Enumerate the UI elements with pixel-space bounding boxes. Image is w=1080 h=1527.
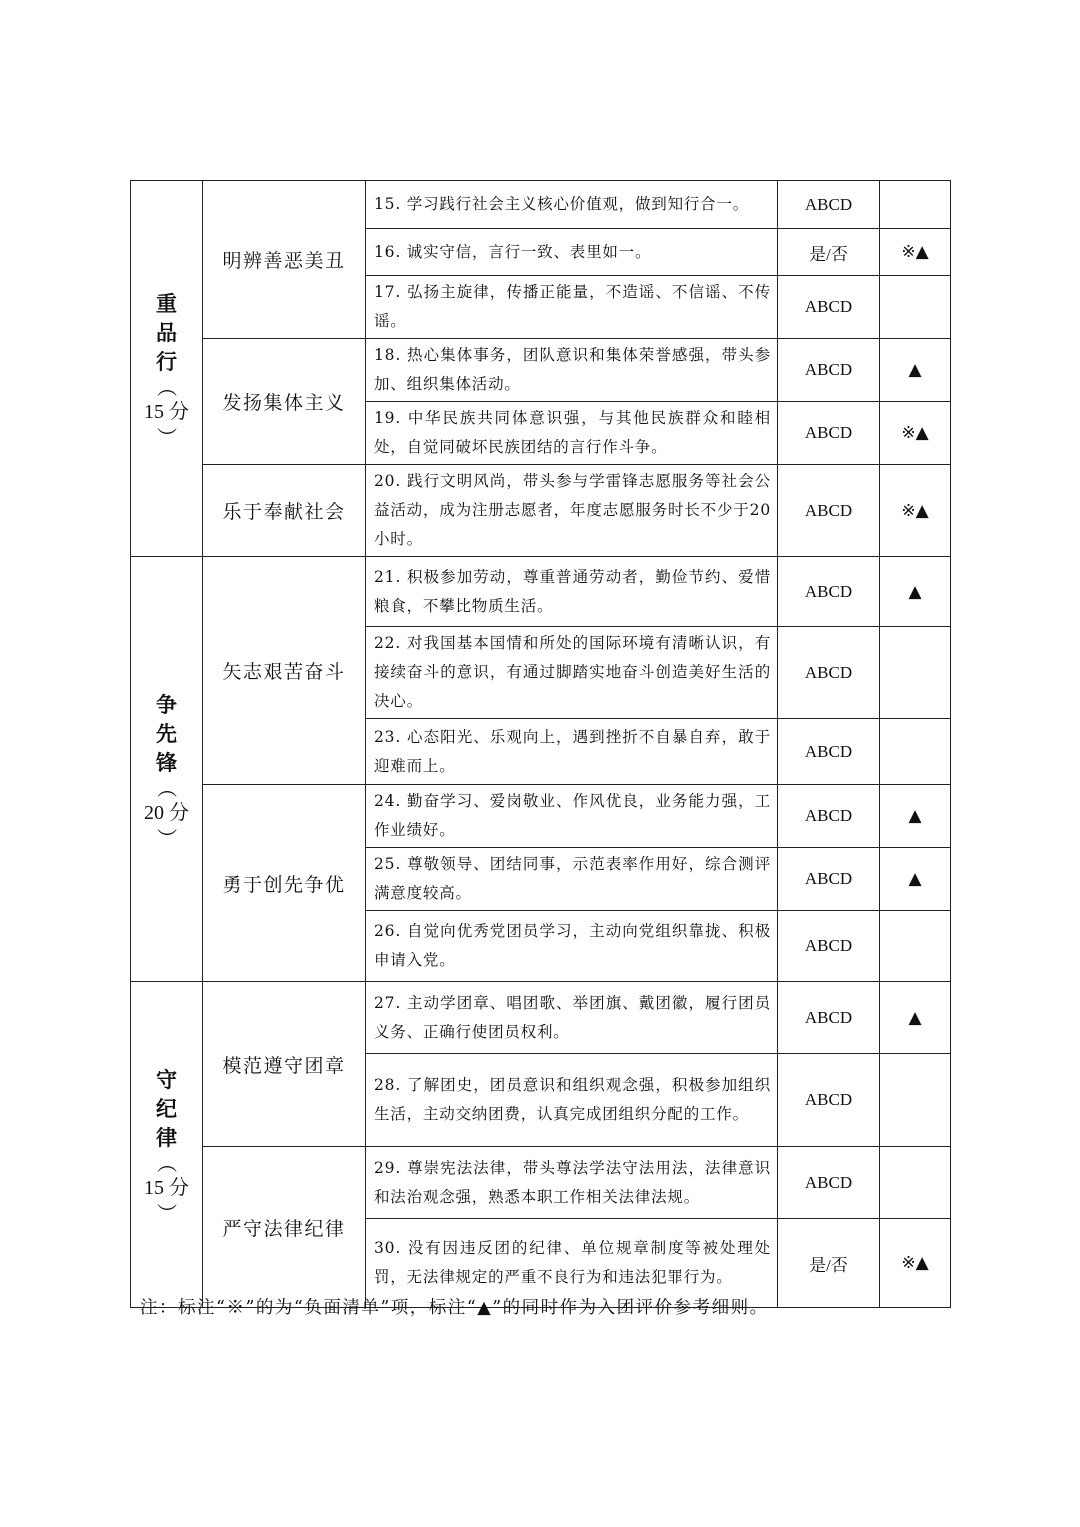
grade-cell: ABCD (778, 627, 880, 719)
item-text: 17. 弘扬主旋律，传播正能量，不造谣、不信谣、不传谣。 (366, 276, 778, 339)
mark-cell: ▲ (880, 339, 951, 402)
subcategory-cell: 模范遵守团章 (203, 982, 366, 1147)
mark-cell (880, 627, 951, 719)
mark-cell: ▲ (880, 785, 951, 848)
item-text: 30. 没有因违反团的纪律、单位规章制度等被处理处罚，无法律规定的严重不良行为和违法犯罪行为。 (366, 1219, 778, 1308)
category-char: 锋 (156, 750, 177, 775)
category-score: 15 分 (144, 1177, 189, 1199)
category-cell (131, 181, 203, 557)
mark-cell: ※▲ (880, 229, 951, 276)
footnote: 注：标注“※”的为“负面清单”项，标注“▲”的同时作为入团评价参考细则。 (140, 1298, 769, 1318)
grade-cell: ABCD (778, 557, 880, 627)
item-text: 23. 心态阳光、乐观向上，遇到挫折不自暴自弃，敢于迎难而上。 (366, 719, 778, 785)
category-paren-close: ） (154, 1203, 179, 1223)
category-paren-open: （ (154, 1153, 179, 1173)
table-row (131, 465, 951, 557)
category-paren-close: ） (154, 827, 179, 848)
table-row (131, 557, 951, 627)
mark-cell: ▲ (880, 982, 951, 1054)
mark-cell (880, 181, 951, 229)
item-text: 29. 尊崇宪法法律，带头尊法学法守法用法，法律意识和法治观念强，熟悉本职工作相关法律法规。 (366, 1147, 778, 1219)
category-paren-open: （ (154, 377, 179, 397)
item-text: 27. 主动学团章、唱团歌、举团旗、戴团徽，履行团员义务、正确行使团员权利。 (366, 982, 778, 1054)
grade-cell: ABCD (778, 402, 880, 465)
category-char: 争 (156, 692, 177, 717)
mark-cell: ▲ (880, 848, 951, 911)
grade-cell: 是/否 (778, 229, 880, 276)
category-char: 律 (156, 1126, 177, 1150)
subcategory-cell: 明辨善恶美丑 (203, 181, 366, 339)
mark-cell: ※▲ (880, 402, 951, 465)
mark-cell (880, 911, 951, 982)
grade-cell: ABCD (778, 1054, 880, 1147)
category-char: 重 (156, 292, 177, 316)
mark-cell (880, 1147, 951, 1219)
evaluation-table (130, 180, 951, 1308)
mark-cell (880, 276, 951, 339)
subcategory-cell: 乐于奉献社会 (203, 465, 366, 557)
item-text: 15. 学习践行社会主义核心价值观，做到知行合一。 (366, 181, 778, 229)
grade-cell: ABCD (778, 465, 880, 557)
grade-cell: ABCD (778, 1147, 880, 1219)
table-row (131, 785, 951, 848)
category-char: 先 (156, 721, 177, 746)
item-text: 24. 勤奋学习、爱岗敬业、作风优良，业务能力强，工作业绩好。 (366, 785, 778, 848)
table-row (131, 181, 951, 229)
category-char: 行 (156, 350, 177, 374)
item-text: 22. 对我国基本国情和所处的国际环境有清晰认识，有接续奋斗的意识，有通过脚踏实地奋斗创造美好生活的决心。 (366, 627, 778, 719)
subcategory-cell: 矢志艰苦奋斗 (203, 557, 366, 785)
category-cell (131, 982, 203, 1308)
subcategory-cell: 发扬集体主义 (203, 339, 366, 465)
subcategory-cell: 严守法律纪律 (203, 1147, 366, 1308)
category-cell (131, 557, 203, 982)
item-text: 20. 践行文明风尚，带头参与学雷锋志愿服务等社会公益活动，成为注册志愿者，年度志愿服务时长不少于20小时。 (366, 465, 778, 557)
mark-cell: ▲ (880, 557, 951, 627)
category-char: 纪 (156, 1097, 177, 1121)
category-score: 15 分 (144, 401, 189, 423)
item-text: 28. 了解团史，团员意识和组织观念强，积极参加组织生活，主动交纳团费，认真完成团组织分配的工作。 (366, 1054, 778, 1147)
grade-cell: ABCD (778, 911, 880, 982)
item-text: 21. 积极参加劳动，尊重普通劳动者，勤俭节约、爱惜粮食，不攀比物质生活。 (366, 557, 778, 627)
item-text: 26. 自觉向优秀党团员学习，主动向党组织靠拢、积极申请入党。 (366, 911, 778, 982)
grade-cell: ABCD (778, 339, 880, 402)
table-row (131, 1147, 951, 1219)
item-text: 19. 中华民族共同体意识强，与其他民族群众和睦相处，自觉同破坏民族团结的言行作斗争。 (366, 402, 778, 465)
table-row (131, 982, 951, 1054)
mark-cell (880, 719, 951, 785)
category-paren-close: ） (154, 427, 179, 447)
item-text: 16. 诚实守信，言行一致、表里如一。 (366, 229, 778, 276)
mark-cell (880, 1054, 951, 1147)
grade-cell: 是/否 (778, 1219, 880, 1308)
grade-cell: ABCD (778, 181, 880, 229)
category-char: 守 (156, 1068, 177, 1092)
mark-cell: ※▲ (880, 1219, 951, 1308)
category-score: 20 分 (144, 801, 189, 824)
subcategory-cell: 勇于创先争优 (203, 785, 366, 982)
grade-cell: ABCD (778, 785, 880, 848)
category-paren-open: （ (154, 777, 179, 798)
item-text: 25. 尊敬领导、团结同事，示范表率作用好，综合测评满意度较高。 (366, 848, 778, 911)
category-char: 品 (156, 321, 177, 345)
table-row (131, 339, 951, 402)
grade-cell: ABCD (778, 276, 880, 339)
item-text: 18. 热心集体事务，团队意识和集体荣誉感强，带头参加、组织集体活动。 (366, 339, 778, 402)
grade-cell: ABCD (778, 982, 880, 1054)
grade-cell: ABCD (778, 848, 880, 911)
mark-cell: ※▲ (880, 465, 951, 557)
grade-cell: ABCD (778, 719, 880, 785)
